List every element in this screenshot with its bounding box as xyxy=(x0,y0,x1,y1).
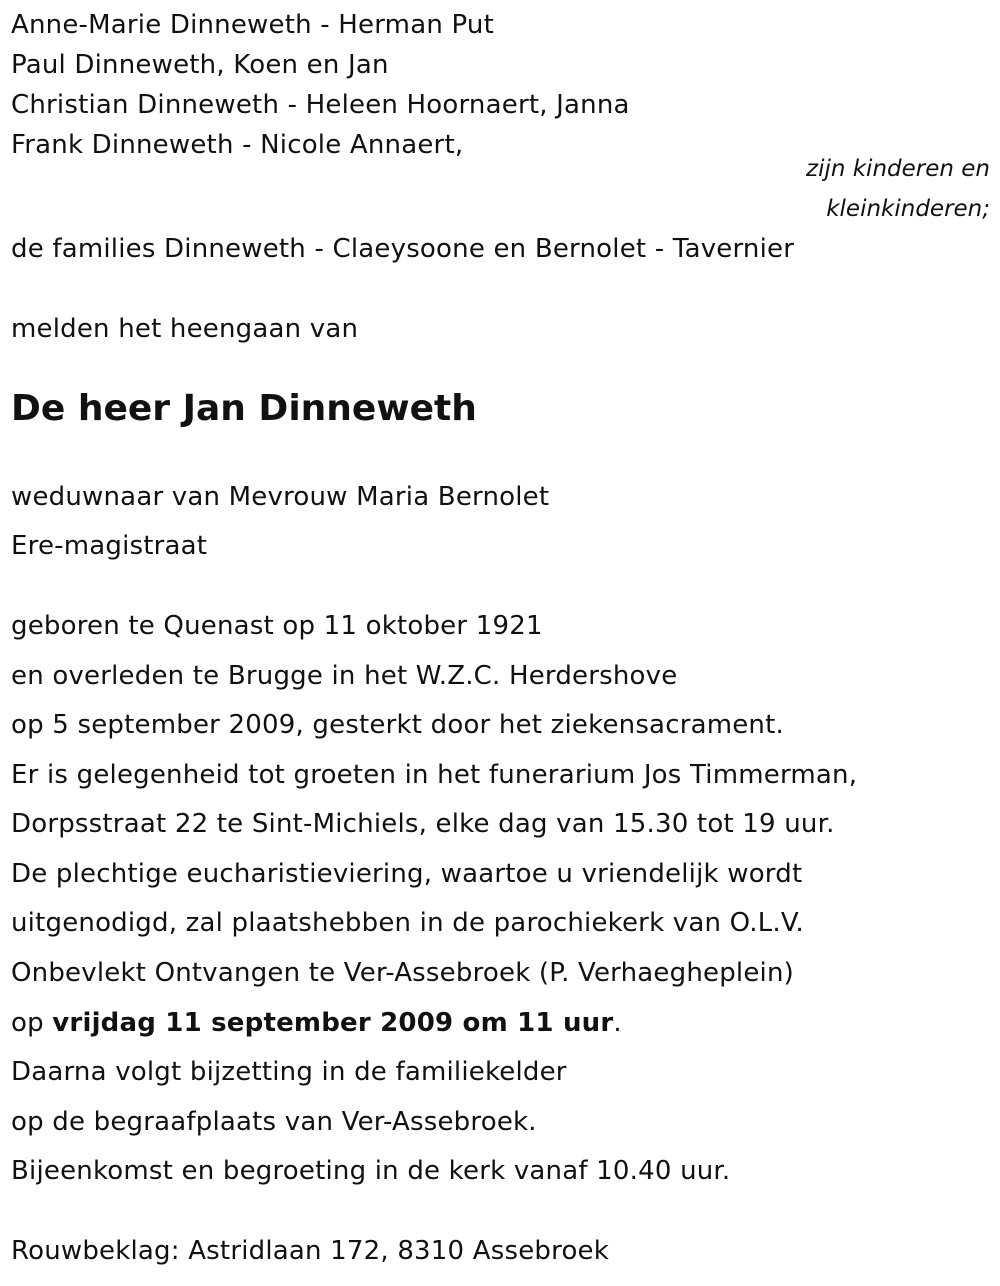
deceased-name: De heer Jan Dinneweth xyxy=(11,388,477,429)
service-suffix: . xyxy=(613,1008,622,1038)
after-line-1: Daarna volgt bijzetting in de familiekelder xyxy=(11,1057,567,1087)
title-line: Ere-magistraat xyxy=(11,531,208,561)
after-line-2: op de begraafplaats van Ver-Assebroek. xyxy=(11,1107,537,1137)
announce-line: melden het heengaan van xyxy=(11,314,359,344)
detail-line-2: en overleden te Brugge in het W.Z.C. Herdershove xyxy=(11,661,678,691)
families-line: de families Dinneweth - Claeysoone en Bernolet - Tavernier xyxy=(11,234,795,264)
family-line-1: Anne-Marie Dinneweth - Herman Put xyxy=(11,10,494,40)
service-line xyxy=(11,1007,622,1039)
family-line-4: Frank Dinneweth - Nicole Annaert, xyxy=(11,130,464,160)
detail-line-3: op 5 september 2009, gesterkt door het ziekensacrament. xyxy=(11,710,784,740)
family-line-2: Paul Dinneweth, Koen en Jan xyxy=(11,50,389,80)
service-prefix: op xyxy=(11,1008,53,1038)
relation-line-2: kleinkinderen; xyxy=(826,196,990,222)
after-line-3: Bijeenkomst en begroeting in de kerk vanaf 10.40 uur. xyxy=(11,1156,731,1186)
detail-line-7: uitgenodigd, zal plaatshebben in de parochiekerk van O.L.V. xyxy=(11,908,804,938)
detail-line-1: geboren te Quenast op 11 oktober 1921 xyxy=(11,611,543,641)
detail-line-6: De plechtige eucharistieviering, waartoe u vriendelijk wordt xyxy=(11,859,803,889)
detail-line-4: Er is gelegenheid tot groeten in het funerarium Jos Timmerman, xyxy=(11,760,858,790)
relation-line-1: zijn kinderen en xyxy=(806,156,990,182)
detail-line-8: Onbevlekt Ontvangen te Ver-Assebroek (P. Verhaegheplein) xyxy=(11,958,794,988)
service-date: vrijdag 11 september 2009 om 11 uur xyxy=(52,1008,614,1038)
widower-line: weduwnaar van Mevrouw Maria Bernolet xyxy=(11,482,550,512)
address-line: Rouwbeklag: Astridlaan 172, 8310 Assebroek xyxy=(11,1236,610,1266)
family-line-3: Christian Dinneweth - Heleen Hoornaert, Janna xyxy=(11,90,630,120)
detail-line-5: Dorpsstraat 22 te Sint-Michiels, elke dag van 15.30 tot 19 uur. xyxy=(11,809,835,839)
